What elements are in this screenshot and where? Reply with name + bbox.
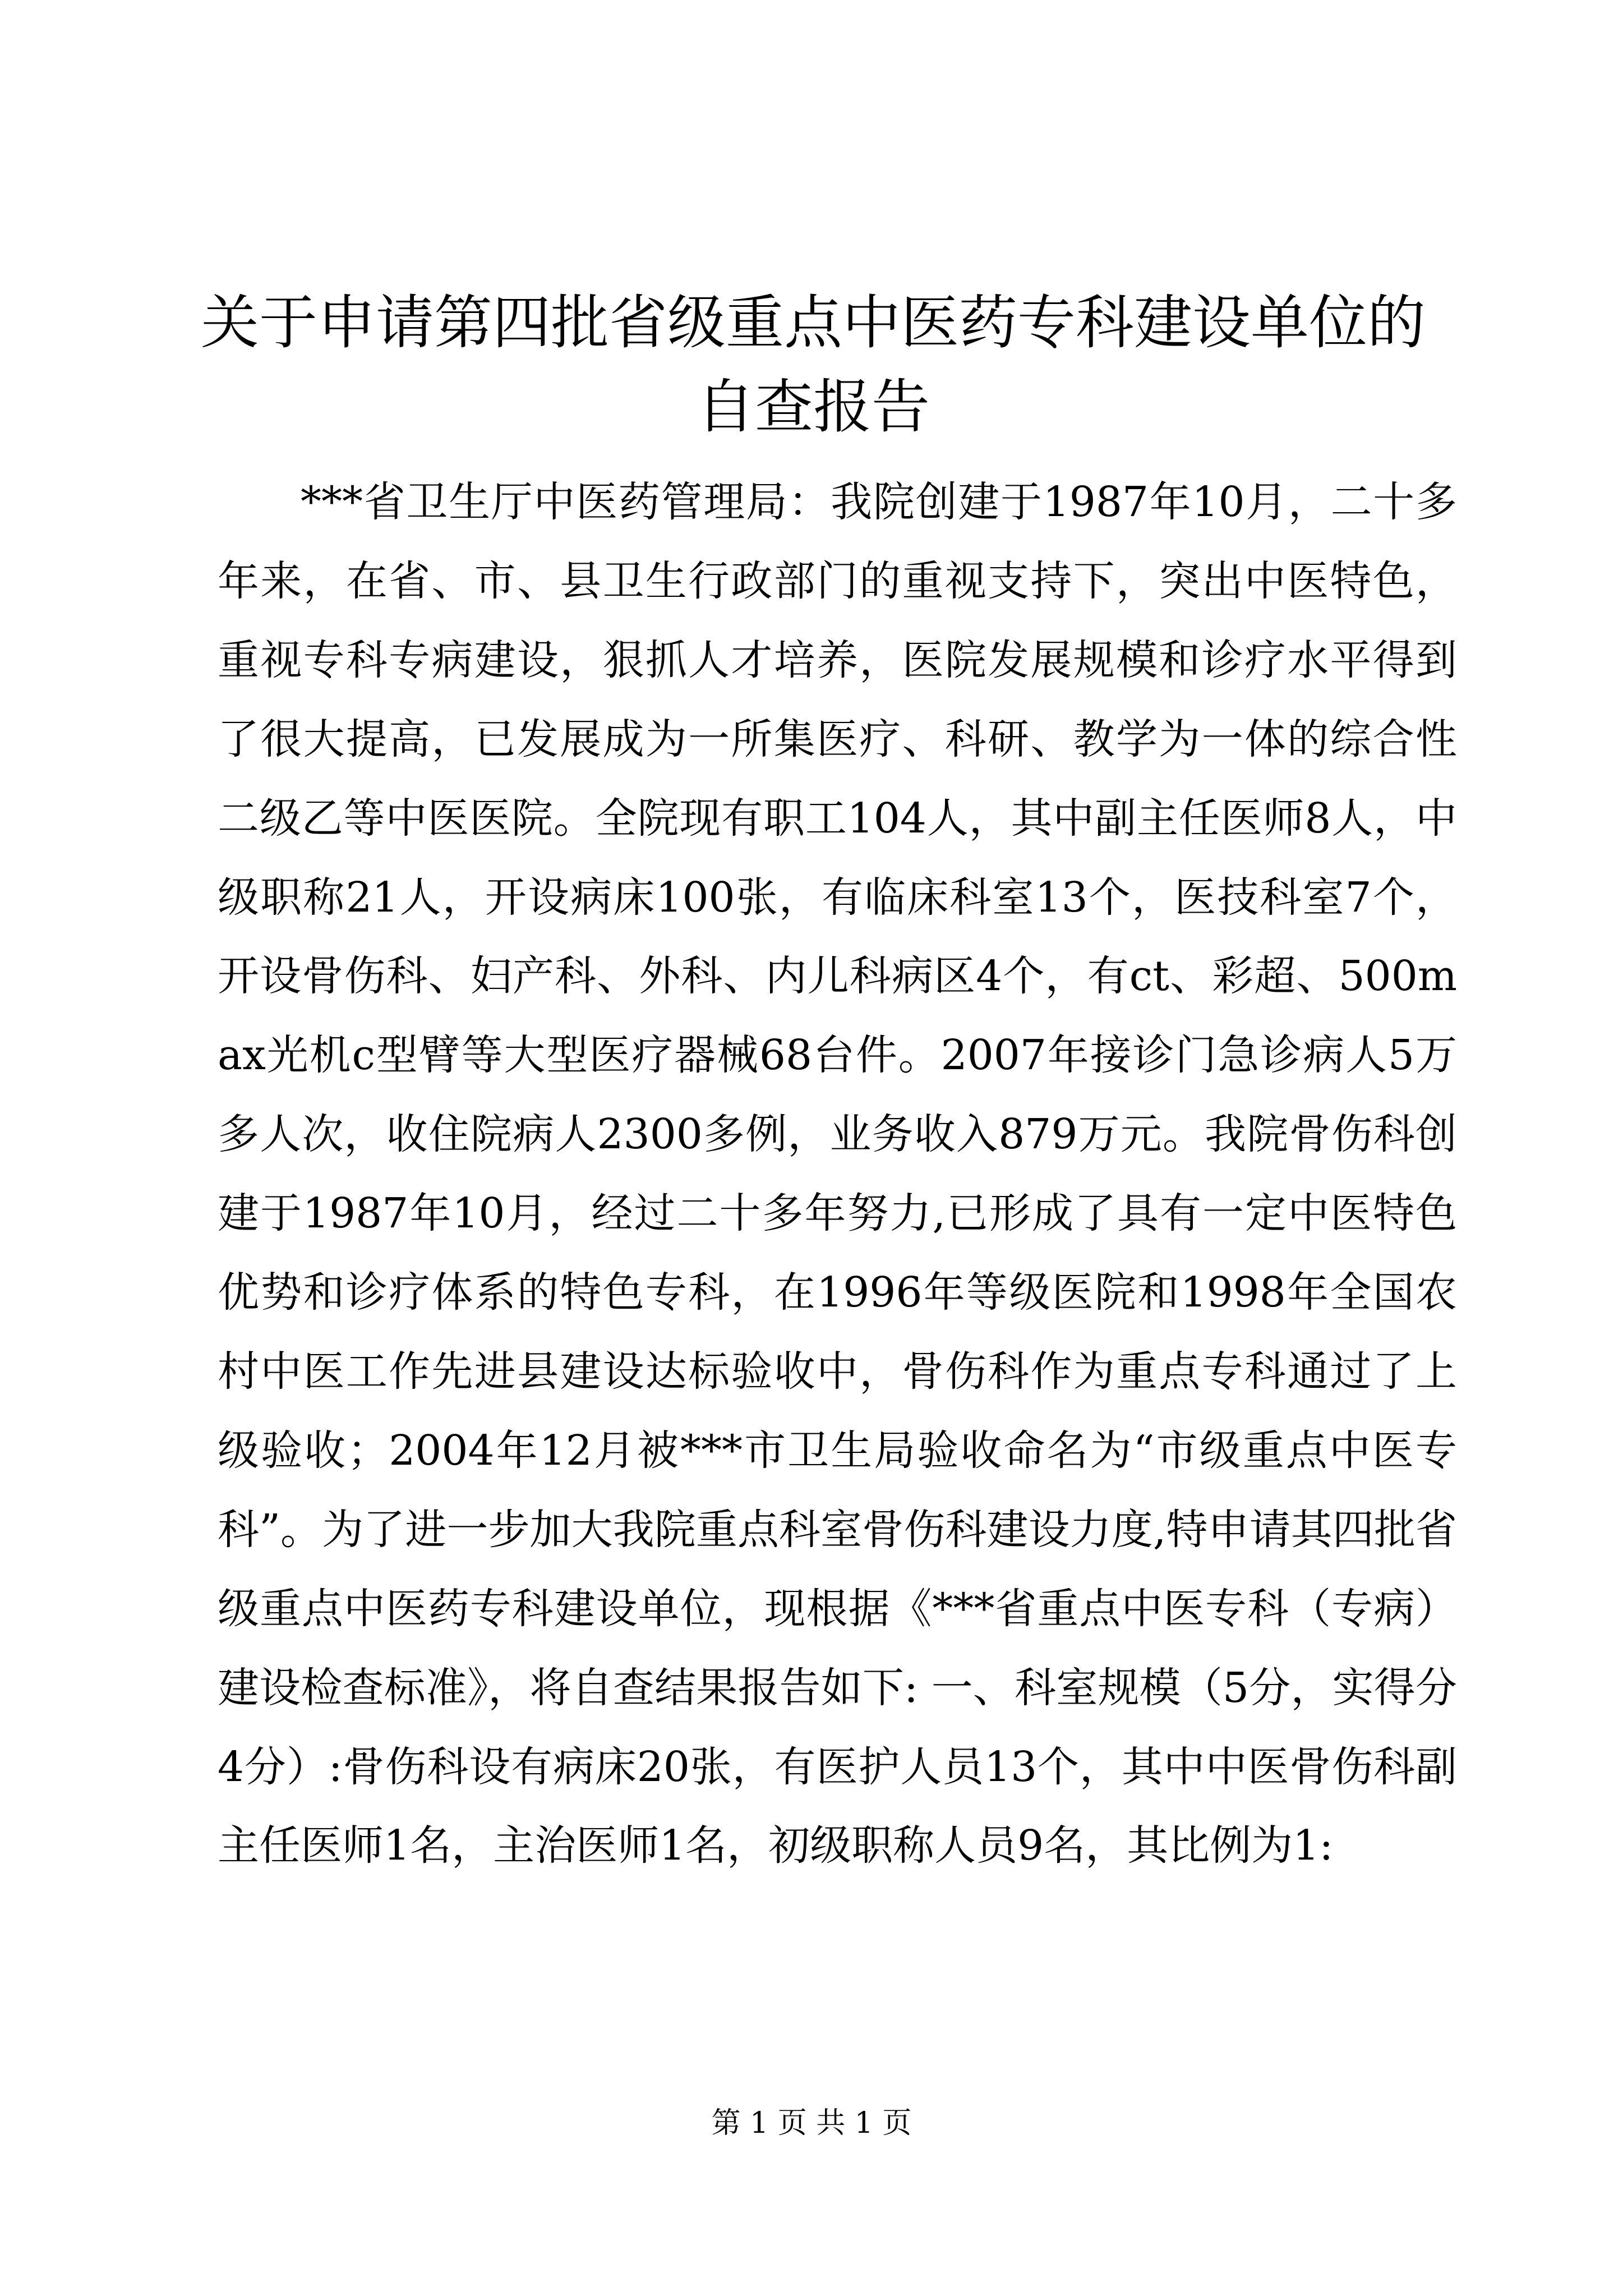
document-body: ***省卫生厅中医药管理局：我院创建于1987年10月，二十多年来，在省、市、县卫生行政部门的重视支持下，突出中医特色，重视专科专病建设，狠抓人才培养，医院发展规模和诊疗水平得到了很大提高，已发展成为一所集医疗、科研、教学为一体的综合性二级乙等中医医院。全院现有职工104人，其中副主任医师8人，中级职称21人，开设病床100张，有临床科室13个，医技科室7个，开设骨伤科、妇产科、外科、内儿科病区4个，有ct、彩超、500max光机c型臂等大型医疗器械68台件。2007年接诊门急诊病人5万多人次，收住院病人2300多例，业务收入879万元。我院骨伤科创建于1987年10月，经过二十多年努力,已形成了具有一定中医特色优势和诊疗体系的特色专科，在1996年等级医院和1998年全国农村中医工作先进县建设达标验收中，骨伤科作为重点专科通过了上级验收；2004年12月被***市卫生局验收命名为“市级重点中医专科”。为了进一步加大我院重点科室骨伤科建设力度,特申请其四批省级重点中医药专科建设单位，现根据《***省重点中医专科（专病）建设检查标准》，将自查结果报告如下: 一、科室规模（5分，实得分4分）:骨伤科设有病床20张，有医护人员13个，其中中医骨伤科副主任医师1名，主治医师1名，初级职称人员9名，其比例为1:: [218, 478, 1457, 1870]
document-title: 关于申请第四批省级重点中医药专科建设单位的自查报告: [200, 288, 1426, 441]
page-footer: 第 1 页 共 1 页: [711, 2106, 912, 2140]
